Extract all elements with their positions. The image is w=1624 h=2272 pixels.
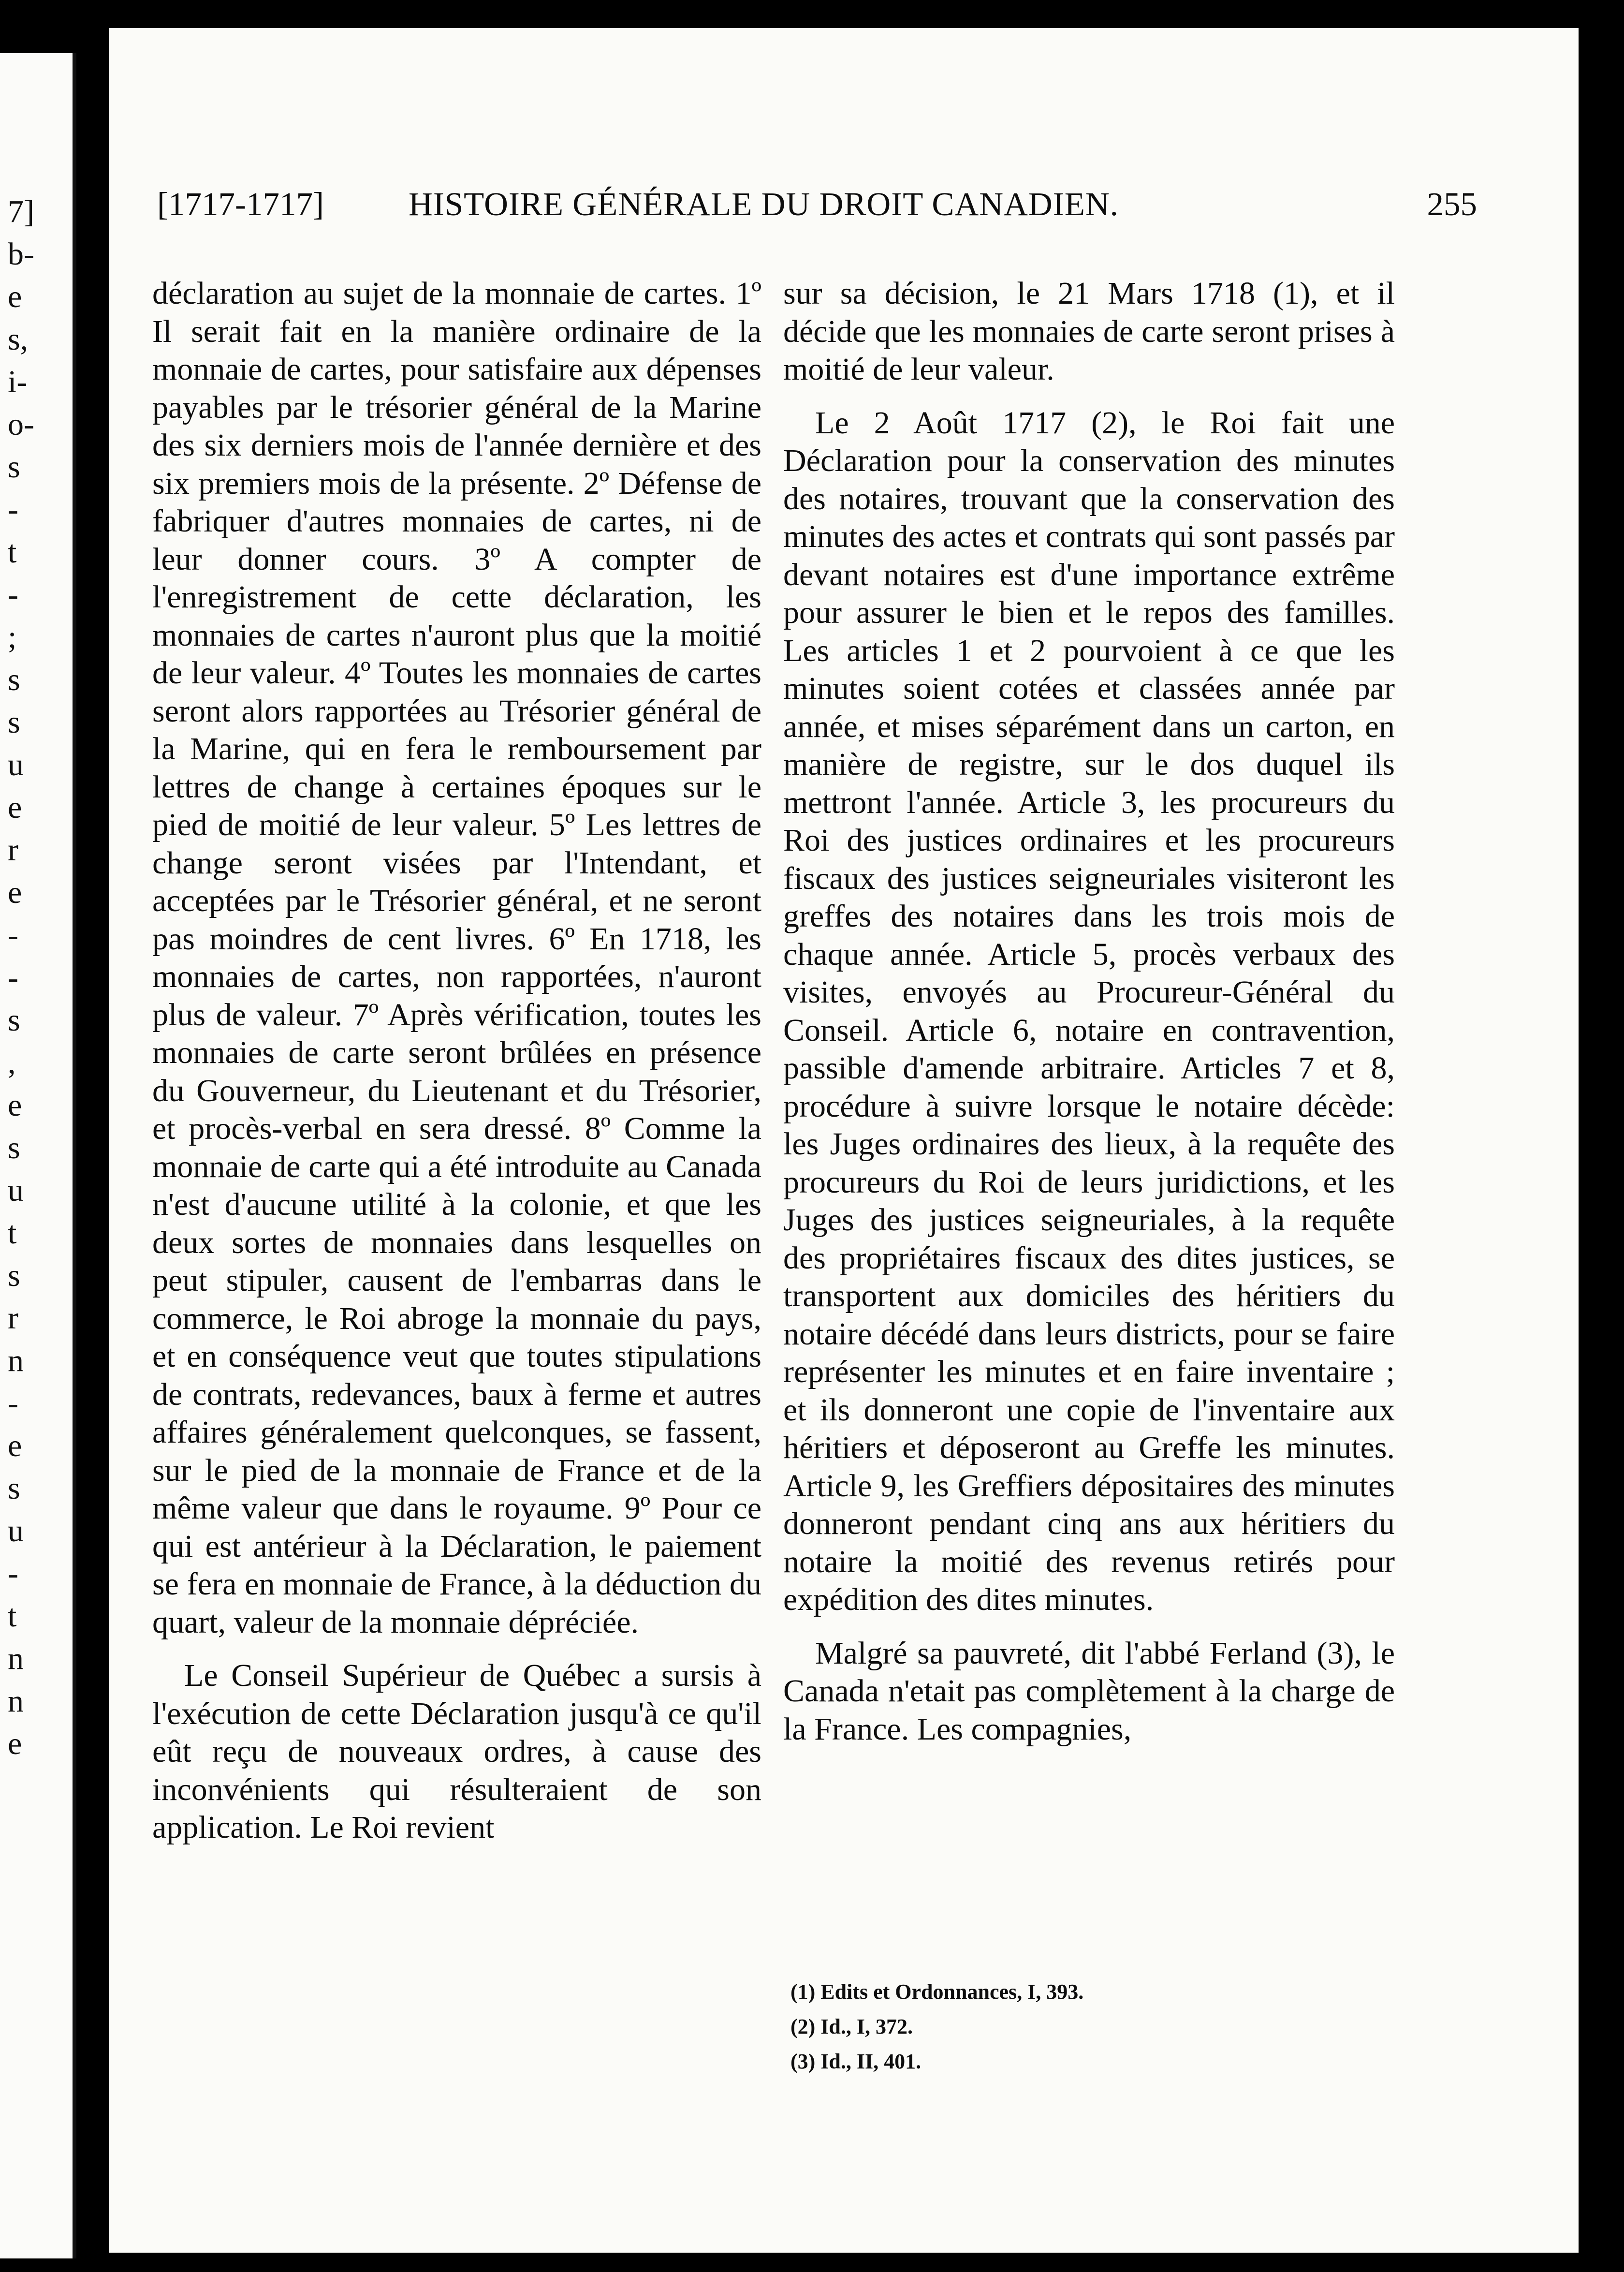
facing-page-fragment: e — [8, 279, 22, 314]
facing-page-fragment: s — [8, 662, 20, 697]
facing-page-fragment: - — [8, 1386, 18, 1421]
header-title: HISTOIRE GÉNÉRALE DU DROIT CANADIEN. — [409, 186, 1119, 222]
facing-page-fragment: ; — [8, 620, 17, 655]
facing-page-fragment: t — [8, 1215, 17, 1251]
header-years: [1717-1717] — [157, 186, 324, 222]
facing-page-fragment: e — [8, 1088, 22, 1123]
facing-page-fragment: t — [8, 534, 17, 570]
footnote: (1) Edits et Ordonnances, I, 393. — [790, 1980, 1084, 2004]
facing-page-fragment: - — [8, 960, 18, 995]
facing-page-fragment: t — [8, 1598, 17, 1634]
text-column-right — [783, 275, 1395, 1764]
facing-page-fragment: s — [8, 705, 20, 740]
facing-page-fragment: n — [8, 1343, 24, 1378]
facing-page-fragment: e — [8, 1726, 22, 1761]
facing-page-fragment: e — [8, 1428, 22, 1463]
page-number: 255 — [1427, 186, 1477, 222]
running-header — [157, 185, 1477, 234]
facing-page-fragment: u — [8, 1173, 24, 1208]
facing-page-fragment: u — [8, 1513, 24, 1549]
facing-page-fragment: - — [8, 1556, 18, 1591]
facing-page-fragment: - — [8, 492, 18, 527]
facing-page-fragment: s — [8, 449, 20, 485]
facing-page-fragment: n — [8, 1683, 24, 1719]
book-page — [109, 28, 1579, 2253]
paragraph: déclaration au sujet de la monnaie de cartes. 1º Il serait fait en la manière ordinaire de la monnaie de cartes, pour satisfaire aux dépenses payables par le trésorier général de la Marine des six derniers mois de l'année dernière et des six premiers mois de la présente. 2º Défense de fabriquer d'autres monnaies de cartes, ni de leur donner cours. 3º A compter de l'enregistrement de cette déclaration, les monnaies de cartes n'auront plus que la moitié de leur valeur. 4º Toutes les monnaies de cartes seront alors rapportées au Trésorier général de la Marine, qui en fera le remboursement par lettres de change à certaines époques sur le pied de moitié de leur valeur. 5º Les lettres de change seront visées par l'Intendant, et acceptées par le Trésorier général, et ne seront pas moindres de cent livres. 6º En 1718, les monnaies de cartes, non rapportées, n'auront plus de valeur. 7º Après vérification, toutes les monnaies de carte seront brûlées en présence du Gouverneur, du Lieutenant et du Trésorier, et procès-verbal en sera dressé. 8º Comme la monnaie de carte qui a été introduite au Canada n'est d'aucune utilité à la colonie, et que les deux sortes de monnaies dans lesquelles on peut stipuler, causent de l'embarras dans le commerce, le Roi abroge la monnaie du pays, et en conséquence veut que toutes stipulations de contrats, redevances, baux à ferme et autres affaires généralement quelconques, se fassent, sur le pied de la monnaie de France et de la même valeur que dans le royaume. 9º Pour ce qui est antérieur à la Déclaration, le paiement se fera en monnaie de France, à la déduction du quart, valeur de la monnaie dépréciée. — [152, 276, 761, 1640]
facing-page-fragment: r — [8, 1300, 18, 1336]
footnotes — [790, 1975, 1274, 2079]
facing-page-fragment: e — [8, 875, 22, 910]
paragraph: Le 2 Août 1717 (2), le Roi fait une Déclaration pour la conservation des minutes des notaires, trouvant que la conservation des minutes des actes et contrats qui sont passés par devant notaires est d'une importance extrême pour assurer le bien et le repos des familles. Les articles 1 et 2 pourvoient à ce que les minutes soient cotées et classées année par année, et mises séparément dans un carton, en manière de registre, sur le dos duquel ils mettront l'année. Article 3, les procureurs du Roi des justices ordinaires et les procureurs fiscaux des justices seigneuriales visiteront les greffes des notaires dans les trois mois de chaque année. Article 5, procès verbaux des visites, envoyés au Procureur-Général du Conseil. Article 6, notaire en contravention, passible d'amende arbitraire. Articles 7 et 8, procédure à suivre lorsque le notaire décède: les Juges ordinaires des lieux, à la requête des procureurs du Roi de leurs juridictions, et les Juges des justices seigneuriales, à la requête des propriétaires fiscaux des dites justices, se transportent aux domiciles des héritiers du notaire décédé dans leurs districts, pour se faire représenter les minutes et en faire inventaire ; et ils donneront une copie de l'inventaire aux héritiers et déposeront au Greffe les minutes. Article 9, les Greffiers dépositaires des minutes donneront pendant cinq ans aux héritiers du notaire la moitié des revenus retirés pour expédition des dites minutes. — [783, 405, 1395, 1617]
footnote: (2) Id., I, 372. — [790, 2015, 913, 2038]
paragraph: Malgré sa pauvreté, dit l'abbé Ferland (3), le Canada n'etait pas complètement à la charge de la France. Les compagnies, — [783, 1635, 1395, 1747]
facing-page-fragment: o- — [8, 407, 34, 442]
facing-page-edge — [0, 53, 76, 2258]
facing-page-fragment: b- — [8, 236, 34, 272]
scan-border-right — [1579, 0, 1624, 2272]
facing-page-fragment: - — [8, 577, 18, 612]
paragraph: Le Conseil Supérieur de Québec a sursis à l'exécution de cette Déclaration jusqu'à ce qu'il eût reçu de nouveaux ordres, à cause des inconvénients qui résulteraient de son application. Le Roi revient — [152, 1658, 761, 1845]
facing-page-fragment: 7] — [8, 194, 34, 229]
paragraph: sur sa décision, le 21 Mars 1718 (1), et il décide que les monnaies de carte seront prises à moitié de leur valeur. — [783, 276, 1395, 387]
facing-page-fragment: s — [8, 1471, 20, 1506]
facing-page-fragment: e — [8, 790, 22, 825]
facing-page-fragment: u — [8, 747, 24, 782]
facing-page-fragment: n — [8, 1641, 24, 1676]
facing-page-fragment: s, — [8, 322, 29, 357]
footnote: (3) Id., II, 401. — [790, 2050, 922, 2073]
facing-page-fragment: r — [8, 832, 18, 868]
facing-page-fragment: s — [8, 1003, 20, 1038]
facing-page-fragment: - — [8, 917, 18, 953]
facing-page-fragment: s — [8, 1130, 20, 1166]
text-column-left — [152, 275, 761, 1862]
facing-page-fragment: i- — [8, 364, 28, 399]
facing-page-fragment: , — [8, 1045, 16, 1080]
facing-page-fragment: s — [8, 1258, 20, 1293]
